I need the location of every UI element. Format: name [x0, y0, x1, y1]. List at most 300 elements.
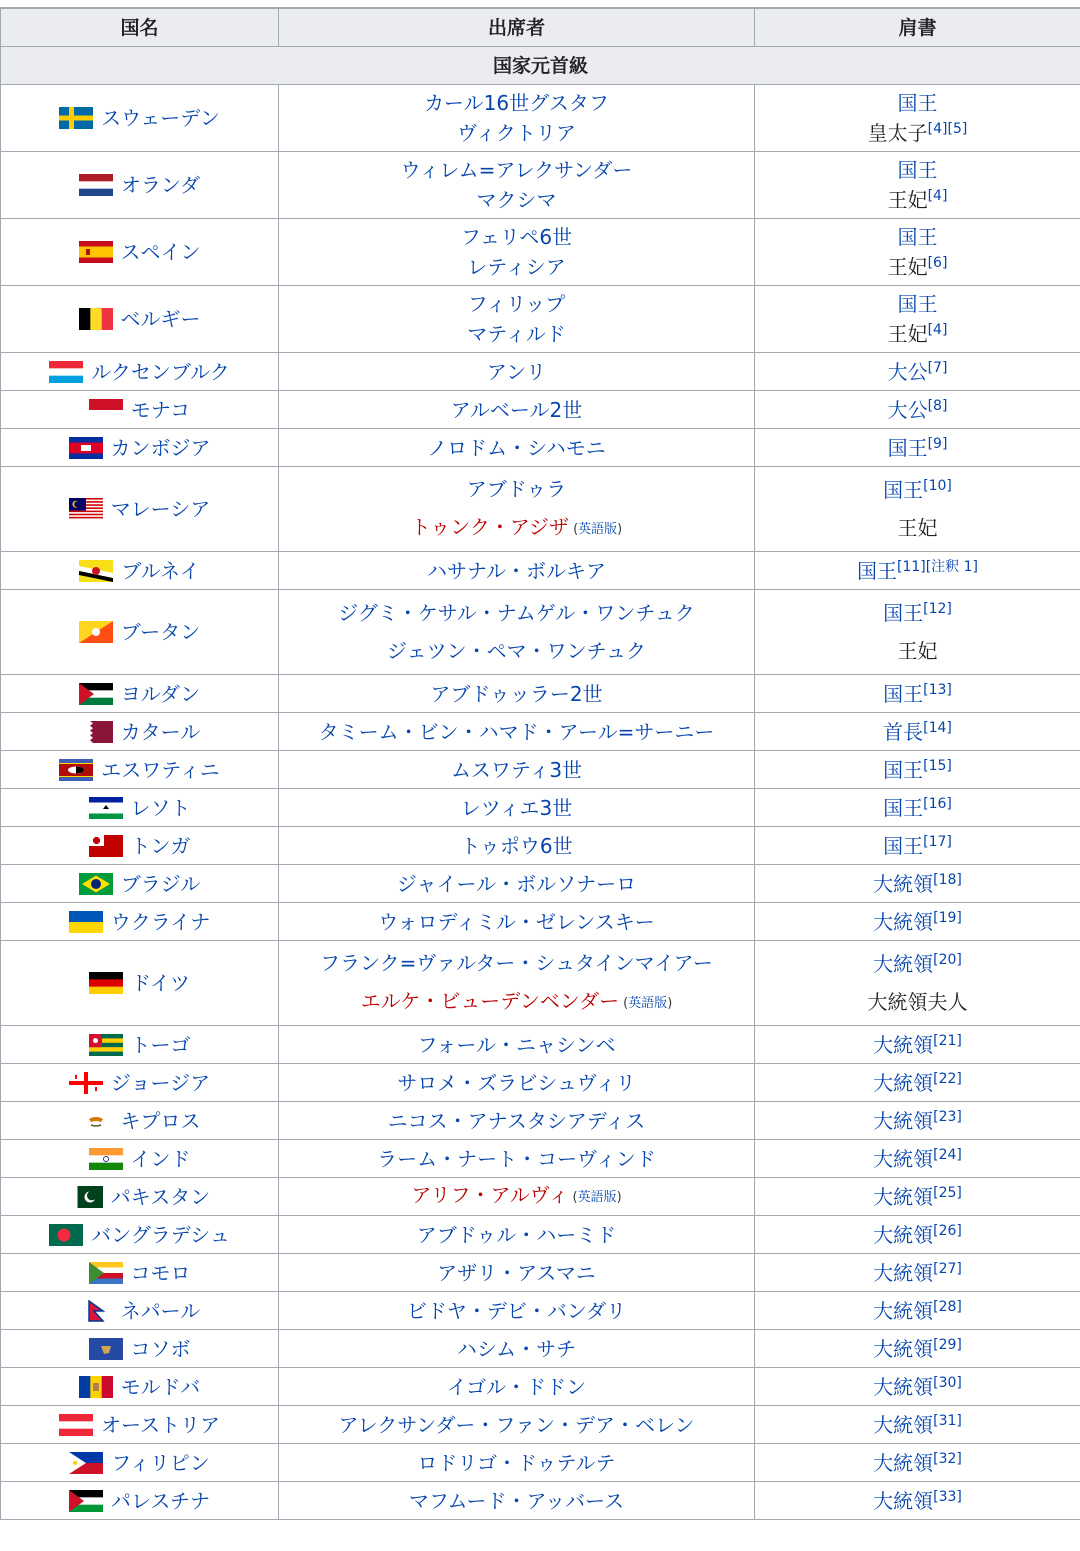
- title-link[interactable]: 大統領: [873, 1109, 933, 1133]
- country-cell: [1, 1026, 279, 1064]
- country-cell: [1, 713, 279, 751]
- title-cell: [755, 713, 1080, 751]
- attendee-link[interactable]: アブドゥル・ハーミド: [417, 1223, 617, 1247]
- title-line: [759, 395, 1076, 425]
- country-cell: [1, 1216, 279, 1254]
- attendee-cell: [279, 1444, 755, 1482]
- attendee-link[interactable]: ノロドム・シハモニ: [427, 436, 606, 460]
- title-cell: [755, 1292, 1080, 1330]
- country-link[interactable]: パキスタン: [111, 1185, 211, 1209]
- title-cell: [755, 1064, 1080, 1102]
- attendee-line: [283, 433, 750, 463]
- country-cell: [1, 675, 279, 713]
- attendee-line: [283, 1030, 750, 1060]
- english-version-note: (英語版): [573, 1190, 622, 1205]
- country-link[interactable]: モルドバ: [121, 1375, 201, 1399]
- title-cell: [755, 219, 1080, 286]
- country-link[interactable]: ドイツ: [131, 971, 190, 995]
- table-row: [1, 152, 1080, 219]
- country-cell: [1, 1102, 279, 1140]
- country-link[interactable]: オランダ: [121, 173, 200, 197]
- country-cell: [1, 1292, 279, 1330]
- title-link[interactable]: 大統領: [873, 1147, 933, 1171]
- title-cell: [755, 1254, 1080, 1292]
- attendee-link[interactable]: ウィレム=アレクサンダー: [401, 158, 633, 182]
- reference-link[interactable]: [25]: [933, 1185, 962, 1201]
- title-link[interactable]: 大統領: [873, 1375, 933, 1399]
- reference-link[interactable]: [15]: [923, 758, 952, 774]
- title-line: [759, 831, 1076, 861]
- attendee-line: [283, 1180, 750, 1213]
- title-cell: [755, 1444, 1080, 1482]
- reference-link[interactable]: [6]: [928, 255, 948, 271]
- title-line: [759, 1144, 1076, 1174]
- reference-link[interactable]: [22]: [933, 1071, 962, 1087]
- title-link[interactable]: 大統領: [873, 872, 933, 896]
- title-line: [759, 755, 1076, 785]
- title-link[interactable]: 国王: [883, 601, 923, 625]
- title-link[interactable]: 大統領: [873, 1451, 933, 1475]
- english-version-note: (英語版): [573, 522, 622, 537]
- reference-link[interactable]: [24]: [933, 1147, 962, 1163]
- table-row: [1, 429, 1080, 467]
- country-cell: [1, 1482, 279, 1520]
- title-link[interactable]: 国王: [898, 91, 938, 115]
- title-cell: [755, 152, 1080, 219]
- table-row: [1, 1140, 1080, 1178]
- flag-at-icon: [59, 1414, 93, 1436]
- attendee-cell: [279, 467, 755, 552]
- attendee-link[interactable]: アブドゥラ: [467, 477, 567, 501]
- attendee-link[interactable]: ロドリゴ・ドゥテルテ: [417, 1451, 615, 1475]
- attendee-link[interactable]: レティシア: [467, 255, 565, 279]
- flag-se-icon: [59, 107, 93, 129]
- flag-np-icon: [79, 1300, 113, 1322]
- reference-link[interactable]: [30]: [933, 1375, 962, 1391]
- attendee-redlink[interactable]: アリフ・アルヴィ: [411, 1183, 568, 1207]
- attendee-link[interactable]: イゴル・ドドン: [447, 1375, 586, 1399]
- table-row: [1, 903, 1080, 941]
- attendee-line: [283, 357, 750, 387]
- attendee-line: [283, 1220, 750, 1250]
- country-link[interactable]: ベルギー: [121, 307, 201, 331]
- attendee-link[interactable]: アレクサンダー・ファン・デア・ベレン: [338, 1413, 694, 1437]
- attendee-link[interactable]: ビドヤ・デビ・バンダリ: [407, 1299, 626, 1323]
- title-line: [759, 185, 1076, 215]
- title-cell: [755, 1216, 1080, 1254]
- attendee-line: [283, 944, 750, 982]
- country-cell: [1, 865, 279, 903]
- title-link[interactable]: 国王: [898, 292, 938, 316]
- reference-link[interactable]: [18]: [933, 872, 962, 888]
- flag-km-icon: [89, 1262, 123, 1284]
- reference-link[interactable]: [17]: [923, 834, 952, 850]
- attendee-line: [283, 155, 750, 185]
- title-line: [759, 594, 1076, 632]
- reference-link[interactable]: [28]: [933, 1299, 962, 1315]
- table-row: [1, 391, 1080, 429]
- attendee-link[interactable]: マクシマ: [477, 188, 557, 212]
- country-link[interactable]: レソト: [131, 796, 191, 820]
- title-link[interactable]: 首長: [883, 720, 923, 744]
- title-link[interactable]: 大統領: [873, 1261, 933, 1285]
- flag-mc-icon: [89, 399, 123, 421]
- flag-be-icon: [79, 308, 113, 330]
- flag-xk-icon: [89, 1338, 123, 1360]
- attendee-line: [283, 1410, 750, 1440]
- reference-link[interactable]: [8]: [928, 398, 948, 414]
- country-cell: [1, 552, 279, 590]
- reference-link[interactable]: [4]: [928, 322, 948, 338]
- table-row: [1, 1406, 1080, 1444]
- attendee-cell: [279, 1368, 755, 1406]
- attendee-cell: [279, 1102, 755, 1140]
- title-line: [759, 1334, 1076, 1364]
- title-cell: [755, 353, 1080, 391]
- country-link[interactable]: ウクライナ: [111, 910, 210, 934]
- attendee-link[interactable]: カール16世グスタフ: [424, 91, 609, 115]
- attendee-redlink[interactable]: トゥンク・アジザ: [411, 515, 569, 539]
- title-cell: [755, 675, 1080, 713]
- header-title[interactable]: 肩書: [755, 8, 1080, 47]
- title-line: [759, 793, 1076, 823]
- reference-link[interactable]: [29]: [933, 1337, 962, 1353]
- flag-md-icon: [79, 1376, 113, 1398]
- title-cell: [755, 552, 1080, 590]
- attendee-link[interactable]: ラーム・ナート・コーヴィンド: [377, 1147, 656, 1171]
- table-row: [1, 590, 1080, 675]
- table-row: [1, 1064, 1080, 1102]
- attendee-line: [283, 319, 750, 349]
- country-link[interactable]: ヨルダン: [121, 682, 200, 706]
- attendee-cell: [279, 1026, 755, 1064]
- country-link[interactable]: パレスチナ: [111, 1489, 210, 1513]
- table-row: [1, 353, 1080, 391]
- flag-bd-icon: [49, 1224, 83, 1246]
- attendee-line: [283, 185, 750, 215]
- flag-in-icon: [89, 1148, 123, 1170]
- attendee-link[interactable]: マティルド: [467, 322, 565, 346]
- title-link[interactable]: 大統領: [873, 1337, 933, 1361]
- attendee-link[interactable]: ジャイール・ボルソナーロ: [397, 872, 636, 896]
- title-line: [759, 433, 1076, 463]
- country-link[interactable]: ブータン: [121, 620, 200, 644]
- table-row: [1, 675, 1080, 713]
- attendee-cell: [279, 1406, 755, 1444]
- table-row: [1, 865, 1080, 903]
- title-link[interactable]: 大統領: [873, 910, 933, 934]
- attendee-link[interactable]: アンリ: [487, 360, 546, 384]
- title-line: [759, 289, 1076, 319]
- flag-es-icon: [79, 241, 113, 263]
- flag-tg-icon: [89, 1034, 123, 1056]
- country-link[interactable]: スウェーデン: [101, 106, 220, 130]
- attendee-link[interactable]: フィリップ: [468, 292, 566, 316]
- country-link[interactable]: ネパール: [121, 1299, 200, 1323]
- reference-link[interactable]: [9]: [928, 436, 948, 452]
- attendee-line: [283, 118, 750, 148]
- attendee-link[interactable]: フェリペ6世: [461, 225, 572, 249]
- title-link[interactable]: 国王: [883, 834, 923, 858]
- country-cell: [1, 827, 279, 865]
- title-line: [759, 252, 1076, 282]
- attendee-cell: [279, 865, 755, 903]
- attendee-link[interactable]: ハシム・サチ: [457, 1337, 576, 1361]
- title-cell: [755, 1330, 1080, 1368]
- flag-br-icon: [79, 873, 113, 895]
- title-link[interactable]: 大統領: [873, 1413, 933, 1437]
- attendee-cell: [279, 1216, 755, 1254]
- attendee-link[interactable]: ムスワティ3世: [451, 758, 582, 782]
- title-link[interactable]: 大統領: [873, 1071, 933, 1095]
- english-version-link[interactable]: 英語版: [578, 1190, 617, 1205]
- title-text: 大統領夫人: [868, 990, 968, 1014]
- flag-qa-icon: [79, 721, 113, 743]
- country-link[interactable]: カンボジア: [111, 436, 211, 460]
- flag-pk-icon: [69, 1186, 103, 1208]
- title-link[interactable]: 国王: [883, 478, 923, 502]
- table-row: [1, 1216, 1080, 1254]
- title-link[interactable]: 国王: [857, 559, 897, 583]
- attendee-cell: [279, 1254, 755, 1292]
- title-link[interactable]: 国王: [883, 796, 923, 820]
- title-link[interactable]: 大統領: [873, 952, 933, 976]
- title-line: [759, 222, 1076, 252]
- table-row: [1, 1026, 1080, 1064]
- title-line: [759, 945, 1076, 983]
- attendee-cell: [279, 1292, 755, 1330]
- title-link[interactable]: 大統領: [873, 1223, 933, 1247]
- title-cell: [755, 751, 1080, 789]
- attendee-line: [283, 395, 750, 425]
- attendee-line: [283, 755, 750, 785]
- title-link[interactable]: 国王: [888, 436, 928, 460]
- country-cell: [1, 353, 279, 391]
- title-line: [759, 869, 1076, 899]
- title-cell: [755, 85, 1080, 152]
- attendee-link[interactable]: ニコス・アナスタシアディス: [388, 1109, 646, 1133]
- title-cell: [755, 467, 1080, 552]
- flag-kh-icon: [69, 437, 103, 459]
- attendee-redlink[interactable]: エルケ・ビューデンベンダー: [361, 989, 619, 1013]
- country-link[interactable]: バングラデシュ: [91, 1223, 230, 1247]
- attendee-link[interactable]: アザリ・アスマニ: [437, 1261, 596, 1285]
- attendee-line: [283, 679, 750, 709]
- title-cell: [755, 1368, 1080, 1406]
- title-text: 王妃: [888, 322, 928, 346]
- table-row: [1, 751, 1080, 789]
- title-text: 王妃: [888, 255, 928, 279]
- country-link[interactable]: カタール: [121, 720, 201, 744]
- reference-link[interactable]: [4]: [928, 188, 948, 204]
- attendee-cell: [279, 353, 755, 391]
- english-version-link[interactable]: 英語版: [578, 522, 617, 537]
- english-version-link[interactable]: 英語版: [628, 996, 667, 1011]
- attendee-cell: [279, 219, 755, 286]
- country-link[interactable]: トーゴ: [131, 1033, 191, 1057]
- reference-link[interactable]: [16]: [923, 796, 952, 812]
- reference-link[interactable]: [4][5]: [928, 121, 968, 137]
- table-row: [1, 1102, 1080, 1140]
- title-line: [759, 88, 1076, 118]
- attendee-line: [283, 222, 750, 252]
- header-country[interactable]: 国名: [1, 8, 279, 47]
- country-link[interactable]: ジョージア: [111, 1071, 210, 1095]
- title-line: [759, 1448, 1076, 1478]
- country-cell: [1, 1368, 279, 1406]
- attendee-line: [283, 1448, 750, 1478]
- attendee-link[interactable]: ジグミ・ケサル・ナムゲル・ワンチュク: [338, 601, 695, 625]
- attendee-link[interactable]: アブドゥッラー2世: [430, 682, 602, 706]
- reference-link[interactable]: [19]: [933, 910, 962, 926]
- country-cell: [1, 941, 279, 1026]
- title-line: [759, 1372, 1076, 1402]
- attendee-line: [283, 1106, 750, 1136]
- attendee-cell: [279, 1330, 755, 1368]
- country-link[interactable]: スペイン: [121, 240, 201, 264]
- country-link[interactable]: ブルネイ: [121, 559, 199, 583]
- title-cell: [755, 1178, 1080, 1216]
- attendee-line: [283, 470, 750, 508]
- title-link[interactable]: 大統領: [873, 1033, 933, 1057]
- country-link[interactable]: ルクセンブルク: [91, 360, 229, 384]
- title-line: [759, 679, 1076, 709]
- attendee-link[interactable]: フォール・ニャシンベ: [417, 1033, 615, 1057]
- reference-link[interactable]: [21]: [933, 1033, 962, 1049]
- country-link[interactable]: コモロ: [131, 1261, 191, 1285]
- flag-ls-icon: [89, 797, 123, 819]
- reference-link[interactable]: [12]: [923, 601, 952, 617]
- title-line: [759, 509, 1076, 547]
- attendee-line: [283, 594, 750, 632]
- attendee-link[interactable]: レツィエ3世: [461, 796, 573, 820]
- attendee-line: [283, 252, 750, 282]
- attendee-line: [283, 88, 750, 118]
- title-link[interactable]: 大公: [888, 360, 928, 384]
- attendee-link[interactable]: アルベール2世: [451, 398, 583, 422]
- reference-link[interactable]: [13]: [923, 682, 952, 698]
- flag-nl-icon: [79, 174, 113, 196]
- table-row: [1, 467, 1080, 552]
- title-cell: [755, 429, 1080, 467]
- attendee-link[interactable]: ヴィクトリア: [457, 121, 576, 145]
- country-cell: [1, 751, 279, 789]
- attendee-cell: [279, 789, 755, 827]
- title-link[interactable]: 大統領: [873, 1185, 933, 1209]
- attendee-link[interactable]: ジェツン・ペマ・ワンチュク: [387, 639, 646, 663]
- country-link[interactable]: コソボ: [131, 1337, 191, 1361]
- country-cell: [1, 219, 279, 286]
- country-link[interactable]: エスワティニ: [101, 758, 219, 782]
- title-link[interactable]: 大統領: [873, 1299, 933, 1323]
- title-link[interactable]: 国王: [883, 758, 923, 782]
- title-line: [759, 717, 1076, 747]
- attendee-line: [283, 289, 750, 319]
- attendee-line: [283, 1372, 750, 1402]
- title-cell: [755, 1140, 1080, 1178]
- flag-de-icon: [89, 972, 123, 994]
- attendee-link[interactable]: サロメ・ズラビシュヴィリ: [397, 1071, 635, 1095]
- attendee-link[interactable]: マフムード・アッバース: [409, 1489, 624, 1513]
- title-line: [759, 907, 1076, 937]
- reference-link[interactable]: [20]: [933, 952, 962, 968]
- attendee-line: [283, 556, 750, 586]
- title-cell: [755, 391, 1080, 429]
- attendee-link[interactable]: ウォロディミル・ゼレンスキー: [378, 910, 655, 934]
- country-link[interactable]: キプロス: [121, 1109, 201, 1133]
- flag-lu-icon: [49, 361, 83, 383]
- attendee-cell: [279, 941, 755, 1026]
- reference-link[interactable]: [7]: [928, 360, 948, 376]
- title-line: [759, 1258, 1076, 1288]
- reference-link[interactable]: [10]: [923, 478, 952, 494]
- title-cell: [755, 1026, 1080, 1064]
- attendee-link[interactable]: フランク=ヴァルター・シュタインマイアー: [320, 951, 713, 975]
- table-row: [1, 827, 1080, 865]
- table-row: [1, 219, 1080, 286]
- attendee-line: [283, 1258, 750, 1288]
- title-link[interactable]: 国王: [883, 682, 923, 706]
- country-cell: [1, 1254, 279, 1292]
- attendee-line: [283, 1144, 750, 1174]
- title-cell: [755, 789, 1080, 827]
- country-link[interactable]: フィリピン: [111, 1451, 209, 1475]
- attendee-line: [283, 793, 750, 823]
- table-row: [1, 713, 1080, 751]
- country-cell: [1, 1064, 279, 1102]
- title-line: [759, 1182, 1076, 1212]
- country-cell: [1, 1444, 279, 1482]
- header-attendee[interactable]: 出席者: [279, 8, 755, 47]
- reference-link[interactable]: [32]: [933, 1451, 962, 1467]
- attendee-link[interactable]: トゥポウ6世: [460, 834, 572, 858]
- table-row: [1, 941, 1080, 1026]
- reference-link[interactable]: [11][注釈 1]: [897, 559, 978, 575]
- title-line: [759, 632, 1076, 670]
- title-link[interactable]: 大統領: [873, 1489, 933, 1513]
- attendee-link[interactable]: タミーム・ビン・ハマド・アール=サーニー: [319, 720, 715, 744]
- country-link[interactable]: モナコ: [131, 398, 190, 422]
- table-row: [1, 1330, 1080, 1368]
- country-link[interactable]: マレーシア: [111, 497, 211, 521]
- title-cell: [755, 1406, 1080, 1444]
- title-link[interactable]: 大公: [888, 398, 928, 422]
- title-line: [759, 319, 1076, 349]
- attendee-line: [283, 1296, 750, 1326]
- reference-link[interactable]: [33]: [933, 1489, 962, 1505]
- title-line: [759, 1486, 1076, 1516]
- country-link[interactable]: ブラジル: [121, 872, 201, 896]
- country-cell: [1, 1330, 279, 1368]
- attendee-cell: [279, 552, 755, 590]
- flag-sz-icon: [59, 759, 93, 781]
- reference-link[interactable]: [14]: [923, 720, 952, 736]
- reference-link[interactable]: [27]: [933, 1261, 962, 1277]
- country-link[interactable]: インド: [131, 1147, 191, 1171]
- attendee-table: [0, 7, 1080, 1520]
- title-link[interactable]: 国王: [898, 225, 938, 249]
- reference-link[interactable]: [26]: [933, 1223, 962, 1239]
- attendee-link[interactable]: ハサナル・ボルキア: [427, 559, 606, 583]
- title-link[interactable]: 国王: [898, 158, 938, 182]
- country-link[interactable]: オーストリア: [101, 1413, 220, 1437]
- country-link[interactable]: トンガ: [131, 834, 191, 858]
- title-text: 王妃: [898, 639, 938, 663]
- country-cell: [1, 429, 279, 467]
- reference-link[interactable]: [31]: [933, 1413, 962, 1429]
- attendee-line: [283, 982, 750, 1023]
- reference-link[interactable]: [23]: [933, 1109, 962, 1125]
